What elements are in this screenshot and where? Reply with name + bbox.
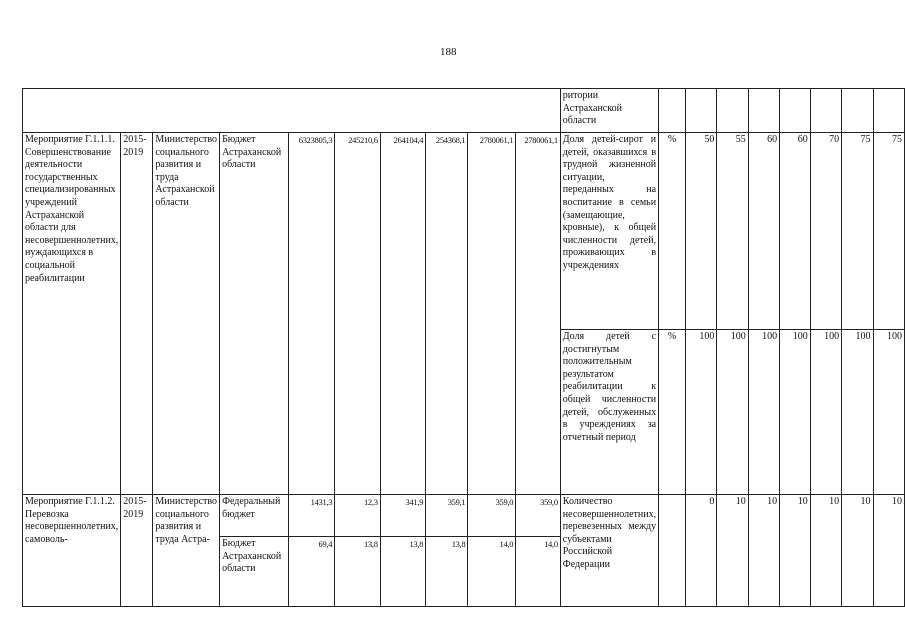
- funding-total: 6323805,3: [288, 133, 334, 495]
- funding-2017: 13,8: [426, 537, 468, 607]
- indicator-value: 10: [780, 495, 811, 607]
- funding-2015: 13,8: [335, 537, 380, 607]
- indicator-name: Количество несовершеннолетних, перевезенных между субъектами Российской Федерации: [560, 495, 658, 607]
- indicator-name-continued: ритории Астраханской области: [560, 89, 658, 133]
- funding-2018: 14,0: [468, 537, 516, 607]
- funding-source: Бюджет Астраханской области: [220, 537, 289, 607]
- funding-total: 1431,3: [288, 495, 334, 537]
- indicator-value: 100: [748, 330, 779, 495]
- funding-2018: 2780061,1: [468, 133, 516, 495]
- indicator-unit: %: [659, 133, 686, 330]
- table-row: [23, 495, 905, 537]
- indicator-name: Доля детей с достигнутым положительным результатом реабилитации к общей численности детей, обслуженных в учреждениях за отчетный период: [560, 330, 658, 495]
- event-executor: Министерство социального развития и труда Астра-: [153, 495, 220, 607]
- event-period: 2015-2019: [121, 495, 153, 607]
- indicator-value: 75: [873, 133, 904, 330]
- indicator-unit: %: [659, 330, 686, 495]
- funding-2017: 359,1: [426, 495, 468, 537]
- indicator-name: Доля детей-сирот и детей, оказавшихся в трудной жизненной ситуации, переданных на воспитание в семьи (замещающие, кровные), к общей численности детей, проживающих в учреждениях: [560, 133, 658, 330]
- indicator-value: 100: [873, 330, 904, 495]
- indicator-value: 0: [685, 495, 716, 607]
- continuation-blank: [23, 89, 561, 133]
- funding-2016: 264104,4: [380, 133, 425, 495]
- indicator-value: 100: [810, 330, 841, 495]
- indicator-value: 60: [780, 133, 811, 330]
- indicator-value: 100: [685, 330, 716, 495]
- indicator-value: 50: [685, 133, 716, 330]
- indicator-value: 10: [717, 495, 748, 607]
- indicator-value: 10: [873, 495, 904, 607]
- indicator-value: 100: [717, 330, 748, 495]
- funding-2016: 13,8: [380, 537, 425, 607]
- indicator-value: 10: [748, 495, 779, 607]
- program-table: [22, 88, 905, 607]
- indicator-unit: [659, 495, 686, 607]
- funding-2019: 359,0: [516, 495, 561, 537]
- indicator-value: 100: [780, 330, 811, 495]
- funding-2019: 14,0: [516, 537, 561, 607]
- event-name: Мероприятие Г.1.1.2. Перевозка несовершеннолетних, самоволь-: [23, 495, 121, 607]
- indicator-value: 10: [810, 495, 841, 607]
- event-name: Мероприятие Г.1.1.1. Совершенствование деятельности государственных специализированных учреждений Астраханской области для несовершеннолетних, нуждающихся в социальной реабилитации: [23, 133, 121, 495]
- table-row: [23, 133, 905, 330]
- indicator-value: 55: [717, 133, 748, 330]
- funding-2015: 12,3: [335, 495, 380, 537]
- continuation-row: [23, 89, 905, 133]
- indicator-value: 60: [748, 133, 779, 330]
- continuation-unit: [659, 89, 686, 133]
- funding-2015: 245210,6: [335, 133, 380, 495]
- funding-2018: 359,0: [468, 495, 516, 537]
- indicator-value: 10: [842, 495, 873, 607]
- page-number: 188: [440, 46, 457, 58]
- funding-2017: 254368,1: [426, 133, 468, 495]
- funding-2016: 341,9: [380, 495, 425, 537]
- funding-source: Бюджет Астраханской области: [220, 133, 289, 495]
- indicator-value: 70: [810, 133, 841, 330]
- funding-source: Федеральный бюджет: [220, 495, 289, 537]
- indicator-value: 100: [842, 330, 873, 495]
- event-executor: Министерство социального развития и труда Астраханской области: [153, 133, 220, 495]
- funding-2019: 2780061,1: [516, 133, 561, 495]
- funding-total: 69,4: [288, 537, 334, 607]
- indicator-value: 75: [842, 133, 873, 330]
- event-period: 2015-2019: [121, 133, 153, 495]
